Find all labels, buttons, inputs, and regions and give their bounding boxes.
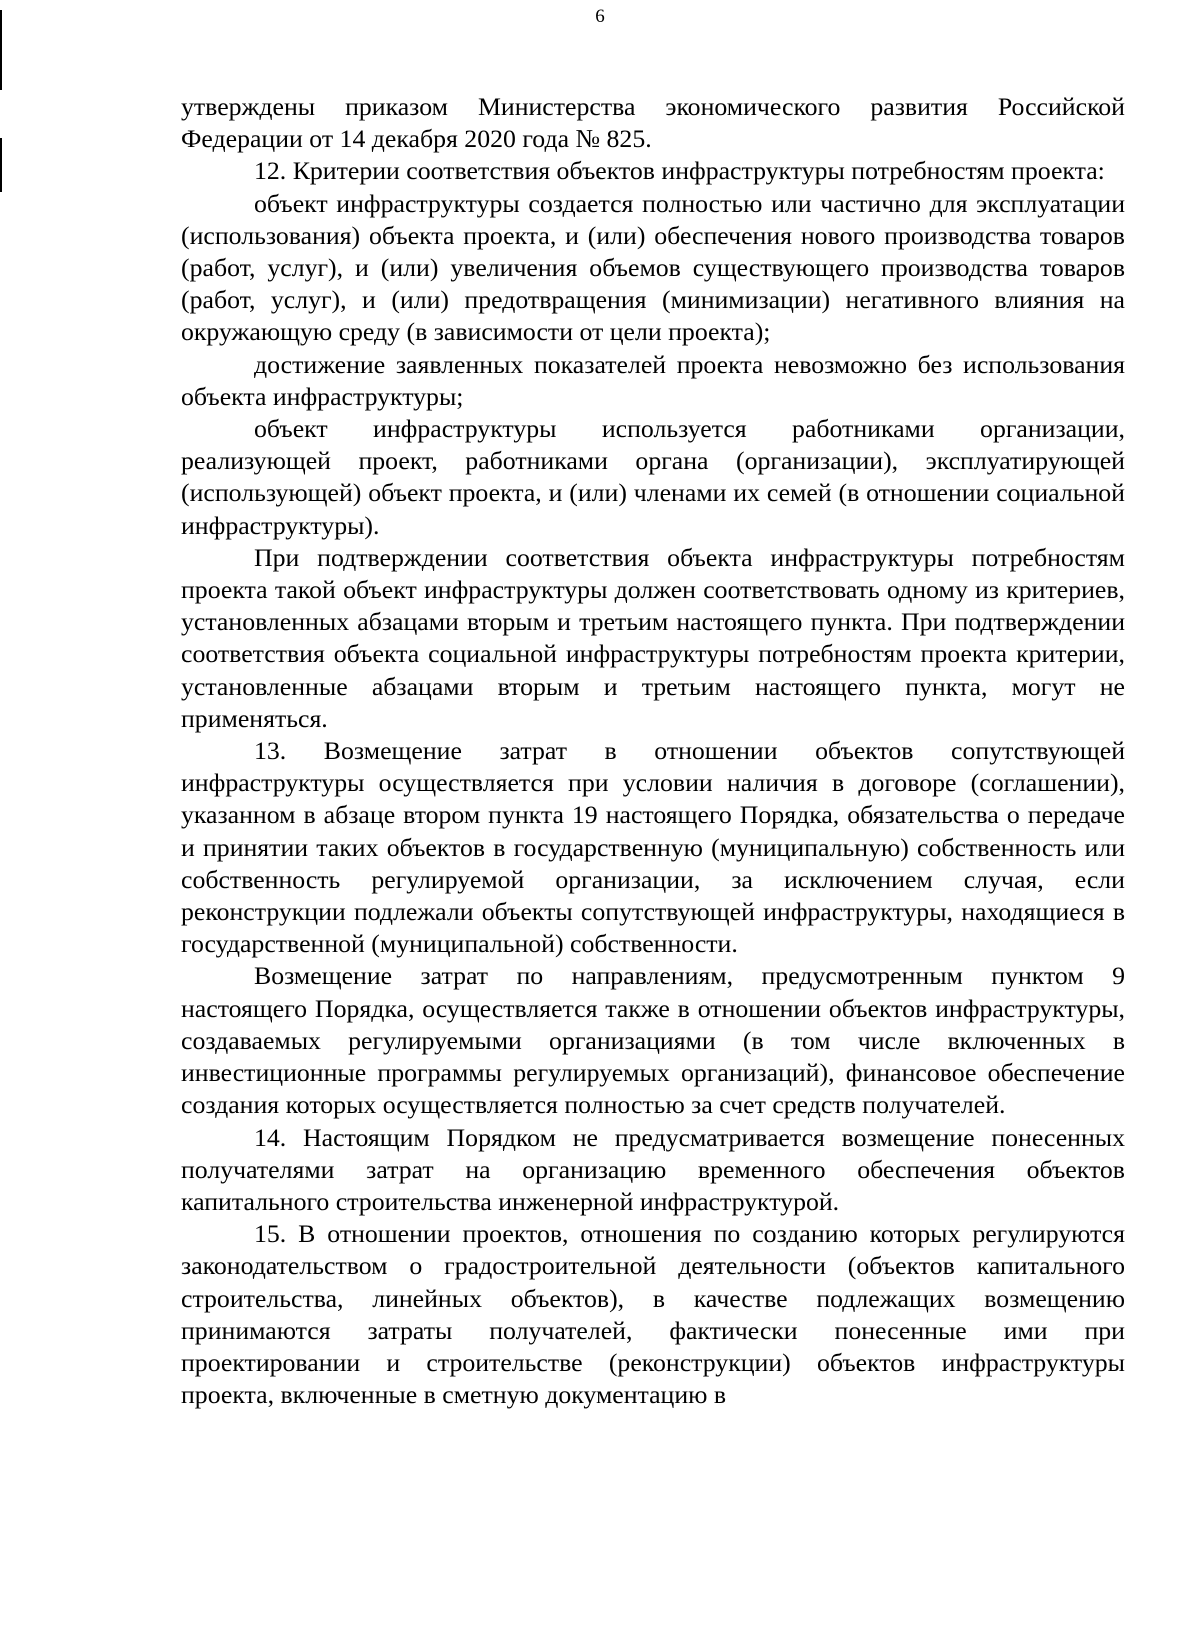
- document-body: [181, 91, 1125, 1411]
- paragraph-9: 15. В отношении проектов, отношения по созданию которых регулируются законодательством о градостроительной деятельности (объектов капитального строительства, линейных объектов), в качестве подлежащих возмещению принимаются затраты получателей, фактически понесенные ими при проектировании и строительстве (реконструкции) объектов инфраструктуры проекта, включенные в сметную документацию в: [181, 1219, 1125, 1410]
- paragraph-6: 13. Возмещение затрат в отношении объектов сопутствующей инфраструктуры осуществляется при условии наличия в договоре (соглашении), указанном в абзаце втором пункта 19 настоящего Порядка, обязательства о передаче и принятии таких объектов в государственную (муниципальную) собственность или собственность регулируемой организации, за исключением случая, если реконструкции подлежали объекты сопутствующей инфраструктуры, находящиеся в государственной (муниципальной) собственности.: [181, 736, 1125, 959]
- paragraph-8: 14. Настоящим Порядком не предусматривается возмещение понесенных получателями затрат на организацию временного обеспечения объектов капитального строительства инженерной инфраструктурой.: [181, 1122, 1125, 1216]
- paragraph-3: достижение заявленных показателей проекта невозможно без использования объекта инфраструктуры;: [181, 349, 1125, 411]
- margin-mark-middle: [0, 138, 2, 192]
- paragraph-7: Возмещение затрат по направлениям, предусмотренным пунктом 9 настоящего Порядка, осуществляется также в отношении объектов инфраструктуры, создаваемых регулируемыми организациями (в том числе включенных в инвестиционные программы регулируемых организаций), финансовое обеспечение создания которых осуществляется полностью за счет средств получателей.: [181, 961, 1125, 1120]
- paragraph-4: объект инфраструктуры используется работниками организации, реализующей проект, работниками органа (организации), эксплуатирующей (использующей) объект проекта, и (или) членами их семей (в отношении социальной инфраструктуры).: [181, 414, 1125, 540]
- margin-mark-top: [0, 10, 2, 90]
- paragraph-0: утверждены приказом Министерства экономического развития Российской Федерации от 14 декабря 2020 года № 825.: [181, 92, 1125, 154]
- paragraph-2: объект инфраструктуры создается полностью или частично для эксплуатации (использования) объекта проекта, и (или) обеспечения нового производства товаров (работ, услуг), и (или) увеличения объемов существующего производства товаров (работ, услуг), и (или) предотвращения (минимизации) негативного влияния на окружающую среду (в зависимости от цели проекта);: [181, 188, 1125, 347]
- page-number: 6: [595, 6, 605, 27]
- paragraph-5: При подтверждении соответствия объекта инфраструктуры потребностям проекта такой объект инфраструктуры должен соответствовать одному из критериев, установленных абзацами вторым и третьим настоящего пункта. При подтверждении соответствия объекта социальной инфраструктуры потребностям проекта критерии, установленные абзацами вторым и третьим настоящего пункта, могут не применяться.: [181, 542, 1125, 733]
- paragraph-1: 12. Критерии соответствия объектов инфраструктуры потребностям проекта:: [254, 156, 1105, 186]
